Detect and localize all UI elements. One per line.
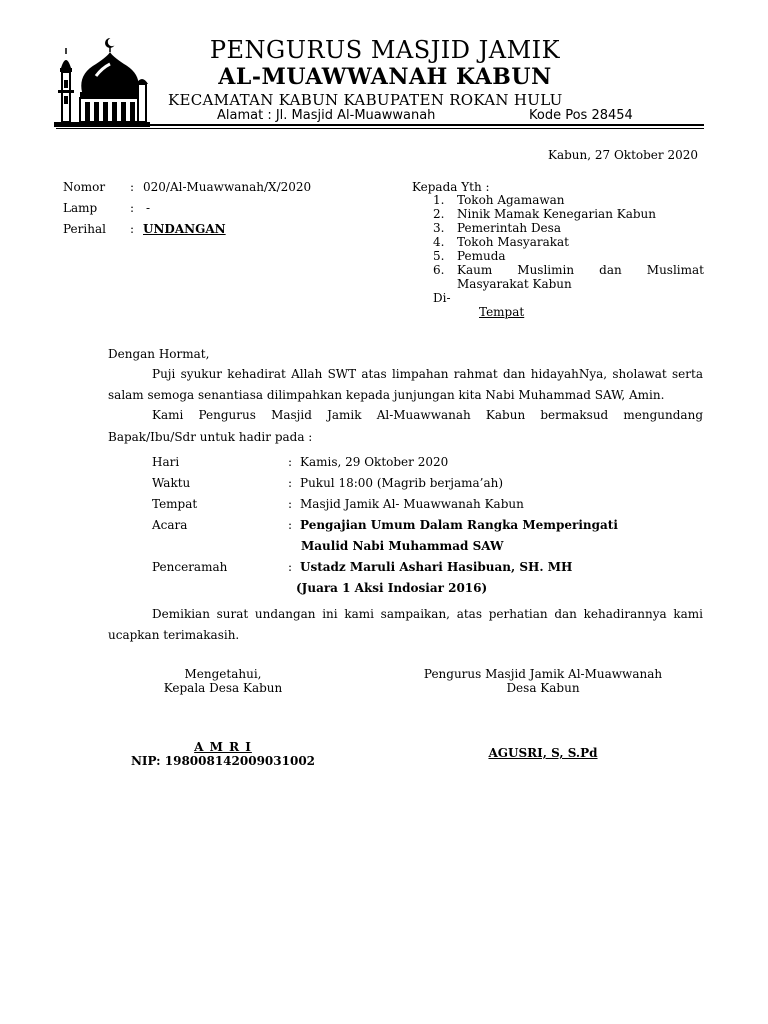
event-label-tempat: Tempat (152, 497, 198, 511)
recipient-num: 5. (433, 249, 445, 263)
recipient-item: Tokoh Agamawan (457, 193, 565, 207)
event-value-tempat: Masjid Jamik Al- Muawwanah Kabun (300, 497, 524, 511)
closing-line2: ucapkan terimakasih. (108, 628, 240, 642)
recipient-item: Ninik Mamak Kenegarian Kabun (457, 207, 656, 221)
paragraph-1-line2: salam semoga senantiasa dilimpahkan kepada junjungan kita Nabi Muhammad SAW, Amin. (108, 388, 665, 402)
recipients-tempat: Tempat (479, 305, 525, 319)
event-value-hari: Kamis, 29 Oktober 2020 (300, 455, 449, 469)
org-address: Alamat : Jl. Masjid Al-Muawwanah (217, 108, 436, 123)
recipient-num: 2. (433, 207, 445, 221)
sign-right-title2: Desa Kabun (506, 681, 580, 695)
org-name-line2: AL-MUAWWANAH KABUN (218, 64, 552, 90)
event-label-hari: Hari (152, 455, 180, 469)
letterhead-rule-thin (56, 128, 704, 129)
event-sep: : (288, 518, 293, 532)
event-value-acara-line2: Maulid Nabi Muhammad SAW (301, 539, 504, 553)
event-label-acara: Acara (152, 518, 188, 532)
event-sep: : (288, 560, 293, 574)
event-label-penceramah: Penceramah (152, 560, 228, 574)
letter-date: Kabun, 27 Oktober 2020 (548, 148, 698, 162)
paragraph-2-line1: Kami Pengurus Masjid Jamik Al-Muawwanah Kabun bermaksud mengundang (152, 408, 703, 422)
recipient-num: 1. (433, 193, 445, 207)
meta-sep: : (130, 222, 135, 236)
meta-label-lamp: Lamp (63, 201, 98, 215)
recipient-item: Tokoh Masyarakat (457, 235, 570, 249)
event-label-waktu: Waktu (152, 476, 191, 490)
sign-left-title2: Kepala Desa Kabun (163, 681, 283, 695)
recipient-num: 6. (433, 263, 445, 277)
meta-value-lamp: - (146, 201, 151, 215)
org-region: KECAMATAN KABUN KABUPATEN ROKAN HULU (168, 91, 563, 109)
org-name-line1: PENGURUS MASJID JAMIK (209, 36, 561, 64)
event-value-acara: Pengajian Umum Dalam Rangka Memperingati (300, 518, 618, 532)
meta-label-perihal: Perihal (63, 222, 106, 236)
recipient-num: 3. (433, 221, 445, 235)
meta-value-nomor: 020/Al-Muawwanah/X/2020 (143, 180, 312, 194)
recipient-item: Pemuda (457, 249, 506, 263)
meta-sep: : (130, 180, 135, 194)
sign-left-title1: Mengetahui, (184, 667, 262, 681)
event-value-penceramah-line2: (Juara 1 Aksi Indosiar 2016) (296, 581, 488, 595)
event-sep: : (288, 476, 293, 490)
greeting: Dengan Hormat, (108, 347, 210, 361)
event-sep: : (288, 455, 293, 469)
letterhead-rule-thick (56, 124, 704, 126)
paragraph-2-line2: Bapak/Ibu/Sdr untuk hadir pada : (108, 430, 313, 444)
closing-line1: Demikian surat undangan ini kami sampaikan, atas perhatian dan kehadirannya kami (152, 607, 703, 621)
meta-value-perihal: UNDANGAN (143, 222, 226, 236)
recipient-item: Kaum Muslimin dan Muslimat (457, 263, 704, 277)
recipient-item-cont: Masyarakat Kabun (457, 277, 572, 291)
recipient-num: 4. (433, 235, 445, 249)
org-postcode: Kode Pos 28454 (529, 108, 633, 123)
event-sep: : (288, 497, 293, 511)
recipients-di: Di- (433, 291, 451, 305)
sign-left-name: A M R I (194, 740, 252, 754)
sign-right-name: AGUSRI, S, S.Pd (488, 746, 598, 760)
sign-right-title1: Pengurus Masjid Jamik Al-Muawwanah (423, 667, 663, 681)
recipients-heading: Kepada Yth : (412, 180, 490, 194)
event-value-penceramah: Ustadz Maruli Ashari Hasibuan, SH. MH (300, 560, 573, 574)
recipient-item: Pemerintah Desa (457, 221, 561, 235)
sign-left-nip: NIP: 198008142009031002 (130, 754, 316, 768)
event-value-waktu: Pukul 18:00 (Magrib berjama’ah) (300, 476, 504, 490)
meta-sep: : (130, 201, 135, 215)
paragraph-1-line1: Puji syukur kehadirat Allah SWT atas limpahan rahmat dan hidayahNya, sholawat serta (152, 367, 703, 381)
meta-label-nomor: Nomor (63, 180, 106, 194)
